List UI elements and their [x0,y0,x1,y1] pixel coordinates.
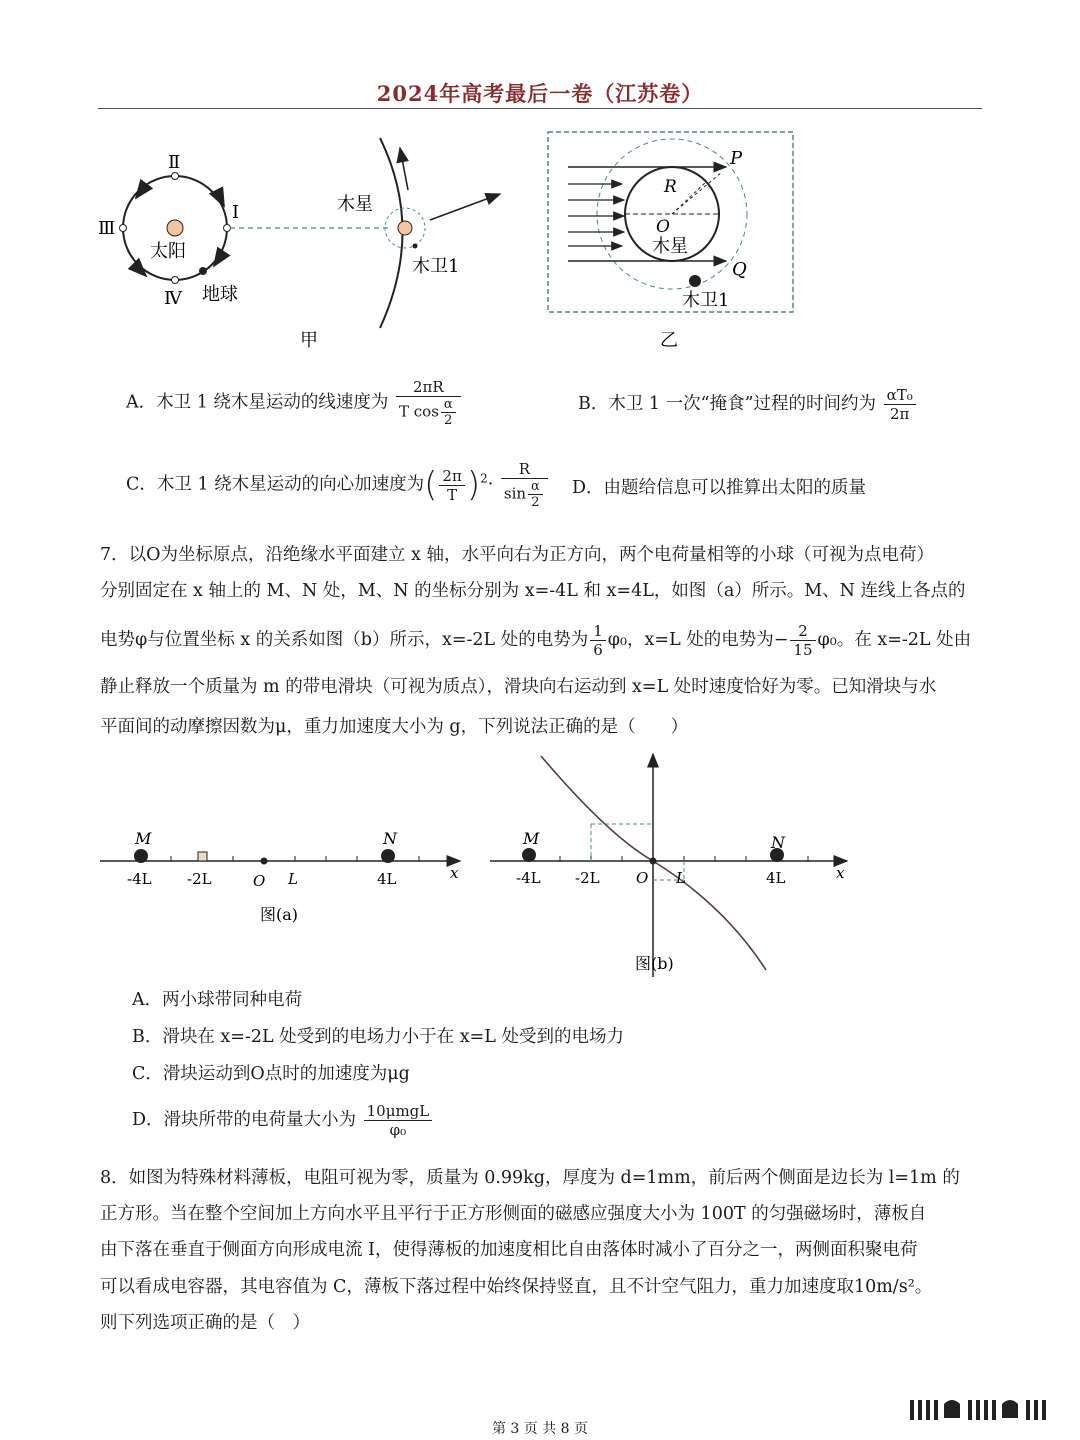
fig-b-x: x [836,864,845,882]
q7-line-5: 平面间的动摩擦因数为μ，重力加速度大小为 g，下列说法正确的是（ ） [100,717,689,737]
moon-label-right: 木卫1 [682,290,730,311]
earth-label: 地球 [202,284,238,305]
fig-a-x: x [450,864,459,882]
q7-l3-c: φ₀。在 x=-2L 处由 [817,630,972,650]
fig-a-caption: 图(a) [260,905,299,924]
q7-option-d [132,1102,434,1139]
q8-line-4: 可以看成电容器，其电容值为 C，薄板下落过程中始终保持竖直，且不计空气阻力，重力加速度取10m/s²。 [100,1277,933,1297]
moon-dot [689,275,701,287]
fig-a-M: M [135,829,152,848]
page-footer: 第 3 页 共 8 页 [491,1421,589,1437]
q7-l3-a: 电势φ与位置坐标 x 的关系如图（b）所示，x=-2L 处的电势为 [100,630,589,650]
q7-line-4: 静止释放一个质量为 m 的带电滑块（可视为质点），滑块向右运动到 x=L 处时速度恰好为零。已知滑块与水 [100,677,937,697]
q7-d-den: φ₀ [389,1121,407,1139]
fig-a-tick-m2: -2L [187,870,212,888]
fig-b-M: M [523,829,540,848]
figure-top [90,120,810,360]
q6-b-den: 2π [889,405,910,423]
q6-c-num: 2π [439,467,464,486]
q7-f1-num: 1 [590,622,606,641]
q8-line-2: 正方形。当在整个空间加上方向水平且平行于正方形侧面的磁感应强度大小为 100T 的匀强磁场时，薄板自 [100,1204,927,1224]
label-R: R [664,177,677,197]
q6-c-r: R [501,460,548,479]
moon-label-left: 木卫1 [412,256,460,277]
q7-f1-den: 6 [593,641,603,659]
q6-a-text: A．木卫 1 绕木星运动的线速度为 [126,392,389,413]
q6-c-sin: sin [503,484,527,503]
figure-a [95,820,475,930]
roman-1: I [232,202,240,223]
q6-a-den: T cos [398,402,439,421]
label-Q: Q [732,259,747,280]
fig-b-ball-m [522,848,536,862]
q6-b-text: B．木卫 1 一次“掩食”过程的时间约为 [578,394,877,414]
figure-b [485,752,865,980]
jupiter-label-left: 木星 [337,194,373,215]
q6-c-dot: · [487,474,494,495]
q6-c-den: T [447,485,458,504]
roman-4: Ⅳ [164,288,182,309]
fig-b-tick-o: O [636,869,649,887]
q7-option-a: A．两小球带同种电荷 [132,990,303,1010]
fig-b-tick-m2: -2L [575,869,600,887]
q6-c-text: C．木卫 1 绕木星运动的向心加速度为 [126,474,425,495]
fig-a-ball-m [134,849,148,863]
roman-3: Ⅲ [98,218,116,239]
q6-option-d: D．由题给信息可以推算出太阳的质量 [572,478,867,498]
q6-option-a [126,378,463,428]
fig-a-tick-l: L [288,870,298,888]
fig-b-tick-m4: -4L [516,869,541,887]
q7-line-2: 分别固定在 x 轴上的 M、N 处，M、N 的坐标分别为 x=-4L 和 x=4L，如图（a）所示。M、N 连线上各点的 [100,581,966,601]
q6-b-fraction [884,386,916,423]
fig-a-tick-o: O [253,872,266,890]
q6-a-num: 2πR [396,378,461,397]
q7-d-text: D．滑块所带的电荷量大小为 [132,1110,357,1130]
caption-yi: 乙 [660,330,678,351]
header-rule [98,108,982,109]
q8-line-5: 则下列选项正确的是（ ） [100,1313,310,1333]
q6-c-sq: 2 [480,471,488,486]
q6-a-alpha: α [441,397,456,413]
fig-a-slider [198,852,207,861]
q8-line-3: 由下落在垂直于侧面方向形成电流 I，使得薄板的加速度相比自由落体时减小了百分之一，两侧面积聚电荷 [100,1240,918,1260]
q6-c-alpha: α [528,479,543,495]
label-P: P [730,148,743,169]
sun-label: 太阳 [150,241,186,262]
q6-c-two: 2 [531,495,540,510]
fig-a-N: N [383,829,397,848]
fig-a-tick-m4: -4L [127,870,152,888]
page-header: 2024年高考最后一卷（江苏卷） [376,81,704,106]
box-yi [548,132,793,312]
fig-b-tick-l: L [676,869,686,887]
q7-d-num: 10μmgL [364,1102,433,1121]
q6-c-fraction1 [439,467,464,504]
q8-line-1: 8．如图为特殊材料薄板，电阻可视为零，质量为 0.99kg，厚度为 d=1mm，前后两个侧面是边长为 l=1m 的 [100,1168,960,1188]
fig-b-tick-4: 4L [766,869,786,887]
fig-a-tick-4: 4L [377,870,397,888]
q7-f2-num: 2 [790,622,815,641]
q7-line-1: 7．以O为坐标原点，沿绝缘水平面建立 x 轴，水平向右为正方向，两个电荷量相等的小球（可视为点电荷） [100,545,934,565]
jupiter-label-right: 木星 [652,236,688,257]
fig-b-caption: 图(b) [635,954,674,973]
q7-l3-b: φ₀，x=L 处的电势为− [607,630,789,650]
fig-b-N: N [771,833,785,852]
q7-line-3 [100,622,971,659]
q6-a-fraction [396,378,461,428]
label-O: O [656,217,670,237]
q6-option-c: C．木卫 1 绕木星运动的向心加速度为( $\frac{2\pi}{T}$ )$^2$· R sin $\frac{\alpha}{2}$ [126,460,550,510]
q6-b-num: αT₀ [884,386,916,405]
q7-f2-den: 15 [793,641,813,659]
jupiter-orbit [380,138,403,328]
q6-a-two: 2 [444,413,453,428]
jupiter-dot [398,221,412,235]
q7-option-c: C．滑块运动到O点时的加速度为μg [132,1064,410,1084]
q7-d-fraction [364,1102,433,1139]
sun-dot [167,220,183,236]
q6-option-b [578,386,918,423]
earth-dot [199,267,207,275]
roman-2: Ⅱ [168,152,181,173]
fig-a-ball-n [381,849,395,863]
q7-option-b: B．滑块在 x=-2L 处受到的电场力小于在 x=L 处受到的电场力 [132,1027,624,1047]
q6-c-fraction2 [501,460,548,510]
caption-jia: 甲 [300,330,318,351]
